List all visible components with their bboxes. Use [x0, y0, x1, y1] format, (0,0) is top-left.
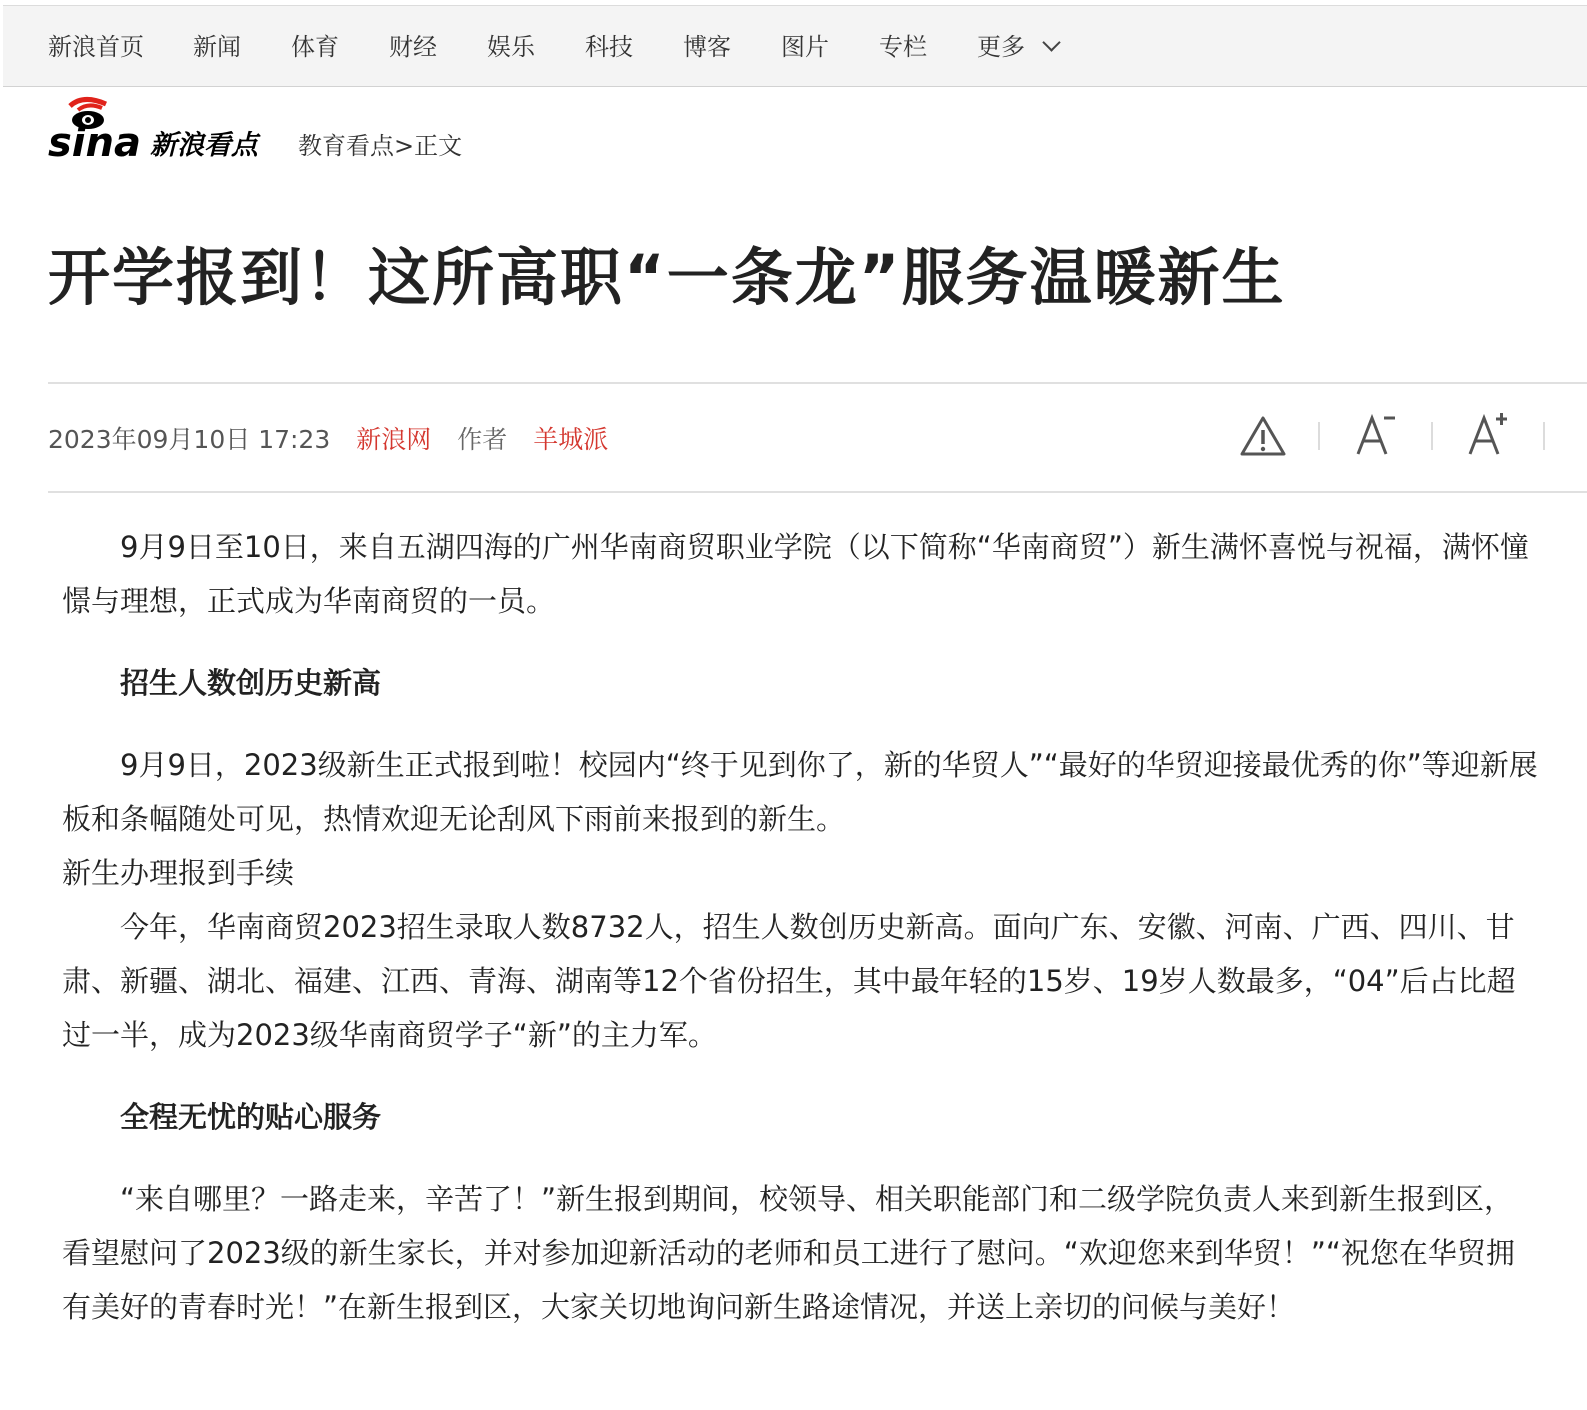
article-meta — [48, 420, 608, 456]
divider-meta — [48, 491, 1587, 493]
nav-item-sports[interactable]: 体育 — [291, 33, 339, 61]
nav-item-finance[interactable]: 财经 — [389, 33, 437, 61]
divider-top — [48, 382, 1587, 384]
font-decrease-icon[interactable] — [1354, 410, 1398, 458]
article-body — [62, 520, 1540, 1334]
breadcrumb-separator: > — [394, 132, 415, 160]
sina-logo[interactable] — [48, 96, 283, 168]
article-paragraph: “来自哪里？一路走来，辛苦了！”新生报到期间，校领导、相关职能部门和二级学院负责人来到新生报到区，看望慰问了2023级的新生家长，并对参加迎新活动的老师和员工进行了慰问。“欢迎您来到华贸！”“祝您在华贸拥有美好的青春时光！”在新生报到区，大家关切地询问新生路途情况，并送上亲切的问候与美好！ — [62, 1182, 1515, 1324]
font-increase-icon[interactable] — [1466, 410, 1510, 458]
breadcrumb-section[interactable]: 教育看点 — [298, 132, 394, 160]
nav-item-news[interactable]: 新闻 — [193, 33, 241, 61]
nav-item-sina-home[interactable]: 新浪首页 — [48, 33, 144, 61]
breadcrumb — [298, 126, 462, 161]
top-navigation-bar — [3, 5, 1587, 87]
article-paragraph: 9月9日，2023级新生正式报到啦！校园内“终于见到你了，新的华贸人”“最好的华贸迎接最优秀的你”等迎新展板和条幅随处可见，热情欢迎无论刮风下雨前来报到的新生。 — [62, 748, 1538, 836]
warning-icon[interactable] — [1238, 414, 1288, 458]
section-heading: 招生人数创历史新高 — [120, 666, 382, 700]
nav-item-more-label: 更多 — [977, 33, 1025, 61]
svg-text:sina: sina — [48, 120, 141, 166]
author-label: 作者 — [457, 425, 508, 454]
svg-text:新浪看点: 新浪看点 — [150, 130, 258, 161]
chevron-down-icon — [1042, 33, 1060, 51]
nav-item-columns[interactable]: 专栏 — [879, 33, 927, 61]
tool-separator — [1543, 422, 1545, 450]
nav-item-more[interactable] — [977, 6, 1058, 88]
source-link[interactable]: 新浪网 — [356, 425, 432, 454]
section-heading: 全程无忧的贴心服务 — [120, 1100, 382, 1134]
author-link[interactable]: 羊城派 — [533, 425, 609, 454]
article-paragraph: 9月9日至10日，来自五湖四海的广州华南商贸职业学院（以下简称“华南商贸”）新生满怀喜悦与祝福，满怀憧憬与理想，正式成为华南商贸的一员。 — [62, 530, 1529, 618]
article-paragraph: 今年，华南商贸2023招生录取人数8732人，招生人数创历史新高。面向广东、安徽、河南、广西、四川、甘肃、新疆、湖北、福建、江西、青海、湖南等12个省份招生，其中最年轻的15岁、19岁人数最多，“04”后占比超过一半，成为2023级华南商贸学子“新”的主力军。 — [62, 910, 1516, 1052]
breadcrumb-current: 正文 — [414, 132, 463, 160]
nav-item-photos[interactable]: 图片 — [781, 33, 829, 61]
image-caption: 新生办理报到手续 — [62, 856, 295, 890]
publish-date: 2023年09月10日 17:23 — [48, 425, 331, 454]
nav-item-entertainment[interactable]: 娱乐 — [487, 33, 535, 61]
tool-separator — [1431, 422, 1433, 450]
tool-separator — [1318, 422, 1320, 450]
nav-item-blog[interactable]: 博客 — [683, 33, 731, 61]
nav-item-tech[interactable]: 科技 — [585, 33, 633, 61]
article-title: 开学报到！这所高职“一条龙”服务温暖新生 — [48, 241, 1286, 314]
